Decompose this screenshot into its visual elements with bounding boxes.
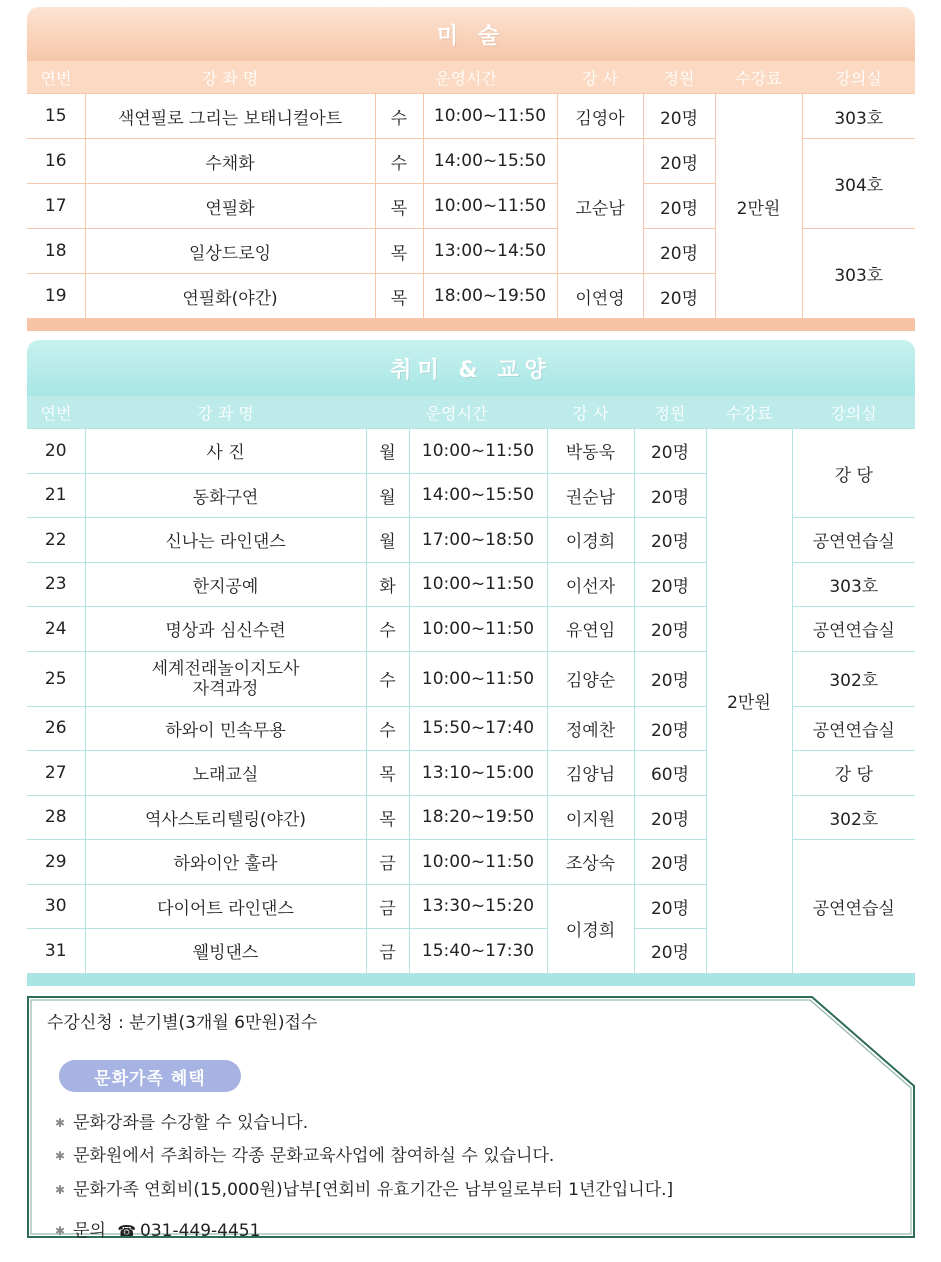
- benefit-item: [55, 1175, 673, 1200]
- course-no: 16: [27, 139, 85, 184]
- course-time: 17:00~18:50: [409, 518, 547, 563]
- header-fee: 수강료: [706, 396, 792, 429]
- course-time: 13:30~15:20: [409, 884, 547, 929]
- course-name: 명상과 심신수련: [85, 607, 366, 652]
- course-capacity: 20명: [643, 139, 715, 184]
- telephone-icon: ☎: [117, 1222, 137, 1240]
- art-section: [27, 7, 915, 331]
- course-teacher: 이연영: [557, 274, 643, 319]
- course-no: 22: [27, 518, 85, 563]
- course-no: 26: [27, 706, 85, 751]
- course-capacity: 20명: [643, 274, 715, 319]
- course-day: 월: [366, 429, 409, 474]
- course-name: 다이어트 라인댄스: [85, 884, 366, 929]
- header-no: 연번: [27, 61, 85, 94]
- course-room: 303호: [792, 562, 915, 607]
- course-day: 월: [366, 473, 409, 518]
- course-capacity: 20명: [634, 795, 706, 840]
- art-table: [27, 61, 915, 319]
- course-name: 역사스토리텔링(야간): [85, 795, 366, 840]
- course-room: 303호: [802, 229, 915, 319]
- course-teacher: 김양님: [547, 751, 634, 796]
- course-fee: 2만원: [706, 429, 792, 974]
- course-room: 강 당: [792, 429, 915, 518]
- course-name: 동화구연: [85, 473, 366, 518]
- course-no: 31: [27, 929, 85, 974]
- course-day: 금: [366, 929, 409, 974]
- course-name: 하와이 민속무용: [85, 706, 366, 751]
- course-capacity: 20명: [634, 706, 706, 751]
- course-no: 18: [27, 229, 85, 274]
- course-day: 목: [366, 795, 409, 840]
- hobby-banner: [27, 340, 915, 396]
- course-teacher: 조상숙: [547, 840, 634, 885]
- table-row: [27, 429, 915, 474]
- course-day: 목: [366, 751, 409, 796]
- course-time: 10:00~11:50: [423, 184, 557, 229]
- course-day: 화: [366, 562, 409, 607]
- course-teacher: 권순남: [547, 473, 634, 518]
- course-time: 10:00~11:50: [409, 651, 547, 706]
- course-day: 목: [375, 274, 423, 319]
- course-teacher: 김영아: [557, 94, 643, 139]
- header-capacity: 정원: [634, 396, 706, 429]
- course-name: 한지공예: [85, 562, 366, 607]
- art-title: 미 술: [436, 23, 506, 49]
- course-time: 15:40~17:30: [409, 929, 547, 974]
- course-day: 금: [366, 884, 409, 929]
- course-name: 일상드로잉: [85, 229, 375, 274]
- course-room: 304호: [802, 139, 915, 229]
- header-teacher: 강 사: [547, 396, 634, 429]
- course-no: 25: [27, 651, 85, 706]
- contact-phone: 031-449-4451: [140, 1221, 261, 1241]
- header-no: 연번: [27, 396, 85, 429]
- contact-label: 문의: [73, 1221, 106, 1241]
- hobby-bottom-bar: [27, 974, 915, 986]
- hobby-section: [27, 340, 915, 986]
- course-no: 17: [27, 184, 85, 229]
- course-name: 연필화(야간): [85, 274, 375, 319]
- benefit-text: 문화강좌를 수강할 수 있습니다.: [73, 1113, 309, 1133]
- course-time: 14:00~15:50: [423, 139, 557, 184]
- course-fee: 2만원: [715, 94, 802, 319]
- bullet-icon: ✱: [55, 1224, 66, 1238]
- hobby-header-row: [27, 396, 915, 429]
- bullet-icon: ✱: [55, 1149, 66, 1163]
- course-no: 27: [27, 751, 85, 796]
- course-name: 신나는 라인댄스: [85, 518, 366, 563]
- info-box: [27, 996, 915, 1241]
- art-header-row: [27, 61, 915, 94]
- course-day: 수: [366, 706, 409, 751]
- course-name-line2: 자격과정: [192, 678, 259, 699]
- benefit-item: [55, 1108, 308, 1133]
- course-name: 하와이안 훌라: [85, 840, 366, 885]
- header-time: 운영시간: [366, 396, 547, 429]
- course-time: 10:00~11:50: [409, 562, 547, 607]
- course-no: 19: [27, 274, 85, 319]
- course-teacher: 유연임: [547, 607, 634, 652]
- course-capacity: 20명: [634, 518, 706, 563]
- course-teacher: 이지원: [547, 795, 634, 840]
- header-teacher: 강 사: [557, 61, 643, 94]
- course-no: 21: [27, 473, 85, 518]
- header-room: 강의실: [792, 396, 915, 429]
- course-capacity: 20명: [643, 229, 715, 274]
- contact-item: [55, 1216, 260, 1241]
- course-no: 30: [27, 884, 85, 929]
- course-room: 302호: [792, 651, 915, 706]
- course-room: 강 당: [792, 751, 915, 796]
- course-day: 수: [375, 139, 423, 184]
- course-time: 10:00~11:50: [409, 840, 547, 885]
- course-time: 14:00~15:50: [409, 473, 547, 518]
- course-teacher: 고순남: [557, 139, 643, 274]
- course-teacher: 이경희: [547, 518, 634, 563]
- course-name: 연필화: [85, 184, 375, 229]
- benefit-item: [55, 1141, 554, 1166]
- course-name: [85, 651, 366, 706]
- course-name: 수채화: [85, 139, 375, 184]
- course-room: 공연연습실: [792, 706, 915, 751]
- course-no: 24: [27, 607, 85, 652]
- benefit-text: 문화원에서 주최하는 각종 문화교육사업에 참여하실 수 있습니다.: [73, 1146, 555, 1166]
- table-row: [27, 94, 915, 139]
- header-course: 강 좌 명: [85, 396, 366, 429]
- course-no: 29: [27, 840, 85, 885]
- course-day: 월: [366, 518, 409, 563]
- art-bottom-bar: [27, 319, 915, 331]
- course-room: 공연연습실: [792, 607, 915, 652]
- hobby-title: 취미 & 교양: [390, 357, 552, 383]
- course-day: 수: [366, 607, 409, 652]
- course-no: 20: [27, 429, 85, 474]
- header-capacity: 정원: [643, 61, 715, 94]
- header-fee: 수강료: [715, 61, 802, 94]
- course-name: 색연필로 그리는 보태니컬아트: [85, 94, 375, 139]
- course-no: 23: [27, 562, 85, 607]
- header-room: 강의실: [802, 61, 915, 94]
- course-no: 15: [27, 94, 85, 139]
- benefit-title-badge: 문화가족 혜택: [59, 1060, 241, 1092]
- bullet-icon: ✱: [55, 1183, 66, 1197]
- course-room: 302호: [792, 795, 915, 840]
- course-capacity: 20명: [634, 429, 706, 474]
- course-teacher: 이경희: [547, 884, 634, 973]
- course-name: 웰빙댄스: [85, 929, 366, 974]
- course-capacity: 20명: [643, 184, 715, 229]
- course-capacity: 20명: [634, 929, 706, 974]
- course-name: 사 진: [85, 429, 366, 474]
- bullet-icon: ✱: [55, 1116, 66, 1130]
- header-time: 운영시간: [375, 61, 557, 94]
- course-room: 공연연습실: [792, 840, 915, 974]
- course-capacity: 20명: [634, 473, 706, 518]
- hobby-table: [27, 396, 915, 974]
- course-name-line1: 세계전래놀이지도사: [151, 658, 300, 679]
- course-capacity: 20명: [634, 562, 706, 607]
- course-teacher: 이선자: [547, 562, 634, 607]
- course-day: 금: [366, 840, 409, 885]
- course-capacity: 20명: [634, 607, 706, 652]
- course-teacher: 박동욱: [547, 429, 634, 474]
- course-time: 15:50~17:40: [409, 706, 547, 751]
- course-capacity: 20명: [634, 884, 706, 929]
- course-time: 10:00~11:50: [423, 94, 557, 139]
- course-time: 13:10~15:00: [409, 751, 547, 796]
- course-time: 10:00~11:50: [409, 607, 547, 652]
- course-name: 노래교실: [85, 751, 366, 796]
- course-time: 18:00~19:50: [423, 274, 557, 319]
- course-teacher: 김양순: [547, 651, 634, 706]
- art-banner: [27, 7, 915, 61]
- course-day: 수: [366, 651, 409, 706]
- course-capacity: 60명: [634, 751, 706, 796]
- course-no: 28: [27, 795, 85, 840]
- course-capacity: 20명: [643, 94, 715, 139]
- course-teacher: 정예찬: [547, 706, 634, 751]
- course-day: 목: [375, 229, 423, 274]
- header-course: 강 좌 명: [85, 61, 375, 94]
- course-room: 303호: [802, 94, 915, 139]
- apply-text: 수강신청 : 분기별(3개월 6만원)접수: [47, 1013, 318, 1033]
- course-room: 공연연습실: [792, 518, 915, 563]
- course-time: 18:20~19:50: [409, 795, 547, 840]
- course-capacity: 20명: [634, 840, 706, 885]
- course-time: 10:00~11:50: [409, 429, 547, 474]
- course-day: 수: [375, 94, 423, 139]
- benefit-text: 문화가족 연회비(15,000원)납부[연회비 유효기간은 남부일로부터 1년간입니다.]: [73, 1180, 674, 1200]
- course-capacity: 20명: [634, 651, 706, 706]
- course-day: 목: [375, 184, 423, 229]
- course-time: 13:00~14:50: [423, 229, 557, 274]
